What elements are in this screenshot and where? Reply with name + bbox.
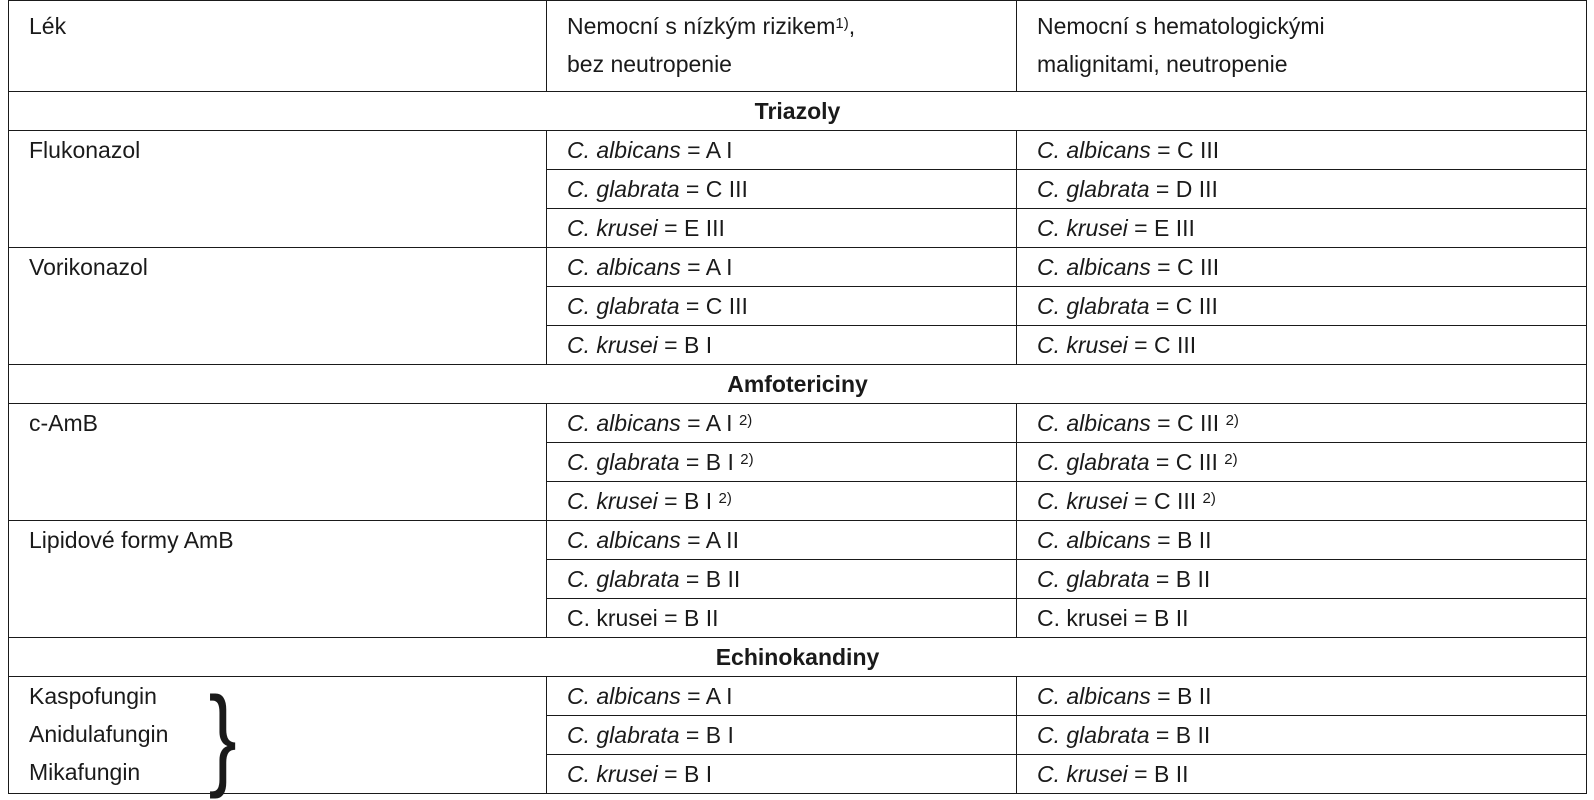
table-row	[9, 170, 1587, 209]
drug-name: Mikafungin	[29, 759, 141, 785]
section-echinokandiny: Echinokandiny	[9, 638, 1587, 677]
section-amfotericiny: Amfotericiny	[9, 365, 1587, 404]
table-row	[9, 560, 1587, 599]
drug-name-empty	[9, 482, 547, 521]
drug-name-empty	[9, 560, 547, 599]
table-row	[9, 599, 1587, 638]
cell-high: C. krusei = B II	[1017, 755, 1587, 794]
antifungal-table	[8, 0, 1587, 799]
section-row	[9, 365, 1587, 404]
table-row	[9, 287, 1587, 326]
drug-name-empty	[9, 326, 547, 365]
cell-low: C. albicans = A I	[547, 131, 1017, 170]
drug-name-empty	[9, 209, 547, 248]
table-row	[9, 209, 1587, 248]
cell-high: C. krusei = C III $^{2)}$	[1017, 482, 1587, 521]
table-row	[9, 248, 1587, 287]
drug-name: Anidulafungin	[29, 721, 169, 747]
section-row	[9, 92, 1587, 131]
section-row	[9, 638, 1587, 677]
cell-low: C. albicans = A I $^{2)}$	[547, 404, 1017, 443]
cell-high: C. krusei = B II	[1017, 599, 1587, 638]
cell-high: C. albicans = C III $^{2)}$	[1017, 404, 1587, 443]
table-row	[9, 677, 1587, 716]
table-row	[9, 326, 1587, 365]
cell-high: C. albicans = C III	[1017, 131, 1587, 170]
drug-name: Lipidové formy AmB	[9, 521, 547, 560]
table-row	[9, 482, 1587, 521]
drug-name-empty	[9, 170, 547, 209]
cell-high: C. glabrata = C III $^{2)}$	[1017, 443, 1587, 482]
curly-brace-icon: }	[208, 674, 237, 799]
cell-high: C. glabrata = D III	[1017, 170, 1587, 209]
echinocandin-names	[29, 674, 546, 799]
header-drug: Lék	[9, 1, 547, 92]
cell-low: C. krusei = E III	[547, 209, 1017, 248]
cell-high: C. glabrata = C III	[1017, 287, 1587, 326]
cell-low: C. krusei = B I	[547, 755, 1017, 794]
cell-high: C. glabrata = B II	[1017, 716, 1587, 755]
drug-name-empty	[9, 599, 547, 638]
header-low-risk: Nemocní s nízkým rizikem$^{1)}$, bez neutropenie	[547, 1, 1017, 92]
table-row	[9, 521, 1587, 560]
section-triazoly: Triazoly	[9, 92, 1587, 131]
cell-high: C. krusei = E III	[1017, 209, 1587, 248]
drug-name: Kaspofungin	[29, 683, 157, 709]
cell-low: C. krusei = B I $^{2)}$	[547, 482, 1017, 521]
drug-name-empty	[9, 287, 547, 326]
header-row	[9, 1, 1587, 92]
cell-low: C. glabrata = C III	[547, 287, 1017, 326]
drug-name: Vorikonazol	[9, 248, 547, 287]
cell-high: C. krusei = C III	[1017, 326, 1587, 365]
drug-name: c-AmB	[9, 404, 547, 443]
cell-high: C. albicans = B II	[1017, 521, 1587, 560]
cell-low: C. albicans = A II	[547, 521, 1017, 560]
cell-low: C. glabrata = B I $^{2)}$	[547, 443, 1017, 482]
cell-high: C. albicans = C III	[1017, 248, 1587, 287]
cell-low: C. glabrata = C III	[547, 170, 1017, 209]
cell-high: C. albicans = B II	[1017, 677, 1587, 716]
cell-low: C. albicans = A I	[547, 248, 1017, 287]
cell-low: C. krusei = B II	[547, 599, 1017, 638]
header-hemato: Nemocní s hematologickými malignitami, neutropenie	[1017, 1, 1587, 92]
cell-low: C. albicans = A I	[547, 677, 1017, 716]
drug-name-empty	[9, 443, 547, 482]
table-row	[9, 131, 1587, 170]
cell-low: C. krusei = B I	[547, 326, 1017, 365]
cell-high: C. glabrata = B II	[1017, 560, 1587, 599]
cell-low: C. glabrata = B II	[547, 560, 1017, 599]
table-row	[9, 404, 1587, 443]
drug-name: Flukonazol	[9, 131, 547, 170]
cell-low: C. glabrata = B I	[547, 716, 1017, 755]
table-row	[9, 443, 1587, 482]
table-wrapper	[8, 0, 1586, 799]
echinocandin-group	[9, 674, 547, 799]
